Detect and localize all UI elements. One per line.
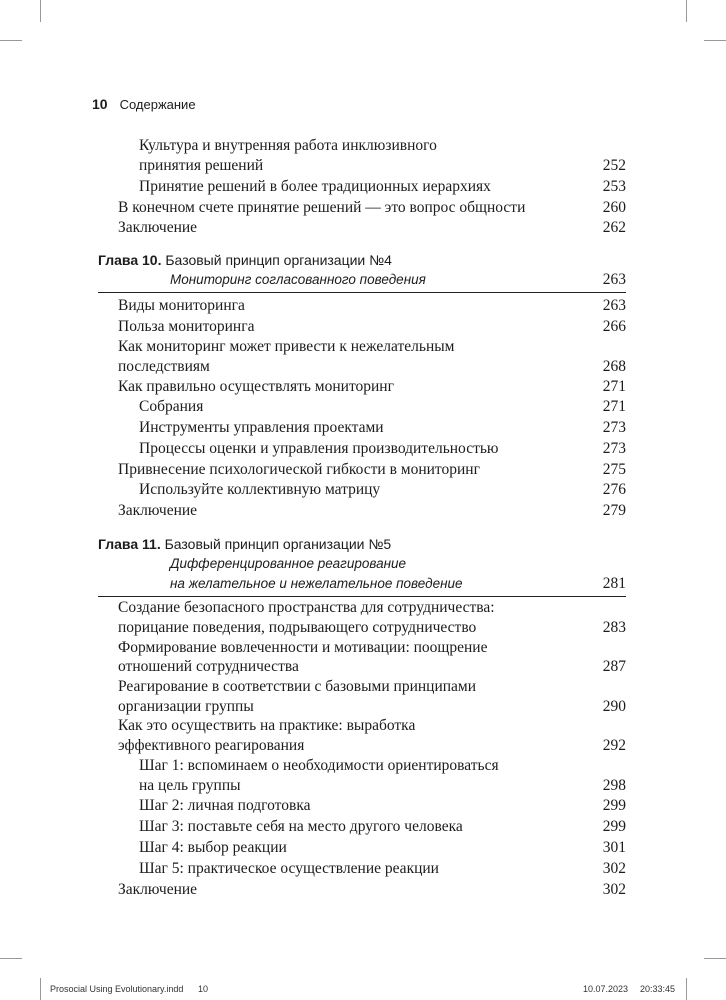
toc-entry-page: 292	[602, 737, 626, 754]
toc-entry-text: эффективного реагирования	[118, 737, 305, 754]
footer-date: 10.07.2023	[583, 984, 629, 994]
toc-entry-page: 276	[602, 481, 626, 498]
toc-entry-text: Шаг 2: личная подготовка	[139, 797, 311, 814]
footer-file: Prosocial Using Evolutionary.indd	[50, 984, 184, 994]
toc-entry-text: Шаг 4: выбор реакции	[139, 839, 287, 856]
toc-entry-page: 302	[602, 881, 626, 898]
crop-mark	[686, 0, 687, 22]
toc-entry-page: 279	[602, 502, 626, 519]
toc-entry-page: 260	[602, 199, 626, 216]
chapter-title: Базовый принцип организации №5	[160, 536, 392, 552]
toc-entry-page: 271	[602, 398, 626, 415]
toc-entry-text: Культура и внутренняя работа инклюзивного	[139, 137, 437, 154]
toc-entry-text: Реагирование в соответствии с базовыми принципами	[118, 678, 477, 695]
page-number: 10	[92, 96, 108, 112]
chapter-subtitle: Мониторинг согласованного поведения	[170, 272, 426, 287]
toc-entry-text: Заключение	[118, 881, 198, 898]
toc-entry-page: 263	[602, 297, 626, 314]
chapter-title: Базовый принцип организации №4	[161, 252, 392, 268]
toc-entry-text: Как мониторинг может привести к нежелательным	[118, 338, 455, 355]
chapter-heading	[98, 534, 391, 554]
toc-entry-text: Польза мониторинга	[118, 318, 255, 335]
toc-entry-page: 253	[602, 178, 626, 195]
toc-entry-page: 275	[602, 461, 626, 478]
toc-entry-page: 283	[602, 619, 626, 636]
toc-entry-page: 301	[602, 839, 626, 856]
toc-entry-text: Виды мониторинга	[118, 297, 245, 314]
toc-entry-text: Шаг 1: вспоминаем о необходимости ориентироваться	[139, 757, 499, 774]
chapter-rule	[98, 292, 626, 293]
toc-entry-page: 252	[602, 157, 626, 174]
chapter-label: Глава 10.	[98, 252, 162, 268]
crop-mark	[0, 958, 22, 959]
toc-entry-text: Как это осуществить на практике: выработка	[118, 717, 416, 734]
toc-entry-text: В конечном счете принятие решений — это вопрос общности	[118, 199, 526, 216]
toc-entry-text: Привнесение психологической гибкости в мониторинг	[118, 461, 480, 478]
toc-entry-text: Создание безопасного пространства для сотрудничества:	[118, 599, 495, 616]
toc-entry-text: отношений сотрудничества	[118, 658, 299, 675]
footer-time: 20:33:45	[640, 984, 676, 994]
crop-mark	[686, 978, 687, 1000]
chapter-label: Глава 11.	[98, 536, 161, 552]
toc-entry-text: Используйте коллективную матрицу	[139, 481, 381, 498]
toc-entry-text: Как правильно осуществлять мониторинг	[118, 378, 394, 395]
toc-entry-text: Шаг 5: практическое осуществление реакции	[139, 860, 439, 877]
chapter-page: 263	[602, 271, 626, 288]
toc-entry-text: последствиям	[118, 358, 210, 375]
toc-entry-page: 299	[602, 797, 626, 814]
chapter-heading	[98, 250, 392, 270]
toc-entry-text: Собрания	[139, 398, 204, 415]
toc-entry-text: Шаг 3: поставьте себя на место другого человека	[139, 818, 463, 835]
toc-entry-text: Инструменты управления проектами	[139, 419, 384, 436]
chapter-subtitle: Дифференцированное реагирование	[170, 556, 407, 571]
crop-mark	[704, 40, 726, 41]
toc-entry-page: 302	[602, 860, 626, 877]
footer-sheet: 10	[198, 984, 209, 994]
toc-entry-page: 262	[602, 219, 626, 236]
toc-entry-text: принятия решений	[139, 157, 264, 174]
crop-mark	[40, 0, 41, 22]
toc-entry-page: 273	[602, 419, 626, 436]
toc-entry-text: организации группы	[118, 698, 254, 715]
toc-entry-page: 273	[602, 440, 626, 457]
toc-entry-text: Заключение	[118, 219, 198, 236]
crop-mark	[0, 40, 22, 41]
crop-mark	[40, 978, 41, 1000]
toc-entry-text: Процессы оценки и управления производительностью	[139, 440, 499, 457]
running-header	[92, 96, 196, 112]
toc-entry-page: 299	[602, 818, 626, 835]
toc-entry-page: 287	[602, 658, 626, 675]
toc-entry-page: 268	[602, 358, 626, 375]
toc-entry-text: Принятие решений в более традиционных иерархиях	[139, 178, 491, 195]
chapter-subtitle: на желательное и нежелательное поведение	[170, 576, 463, 591]
toc-entry-page: 266	[602, 318, 626, 335]
crop-mark	[704, 958, 726, 959]
toc-entry-page: 271	[602, 378, 626, 395]
toc-entry-page: 290	[602, 698, 626, 715]
toc-entry-text: Формирование вовлеченности и мотивации: поощрение	[118, 639, 488, 656]
toc-entry-text: порицание поведения, подрывающего сотрудничество	[118, 619, 477, 636]
toc-entry-text: Заключение	[118, 502, 198, 519]
running-title: Содержание	[119, 97, 196, 112]
chapter-rule	[98, 596, 626, 597]
toc-entry-text: на цель группы	[139, 777, 241, 794]
chapter-page: 281	[602, 575, 626, 592]
toc-entry-page: 298	[602, 777, 626, 794]
